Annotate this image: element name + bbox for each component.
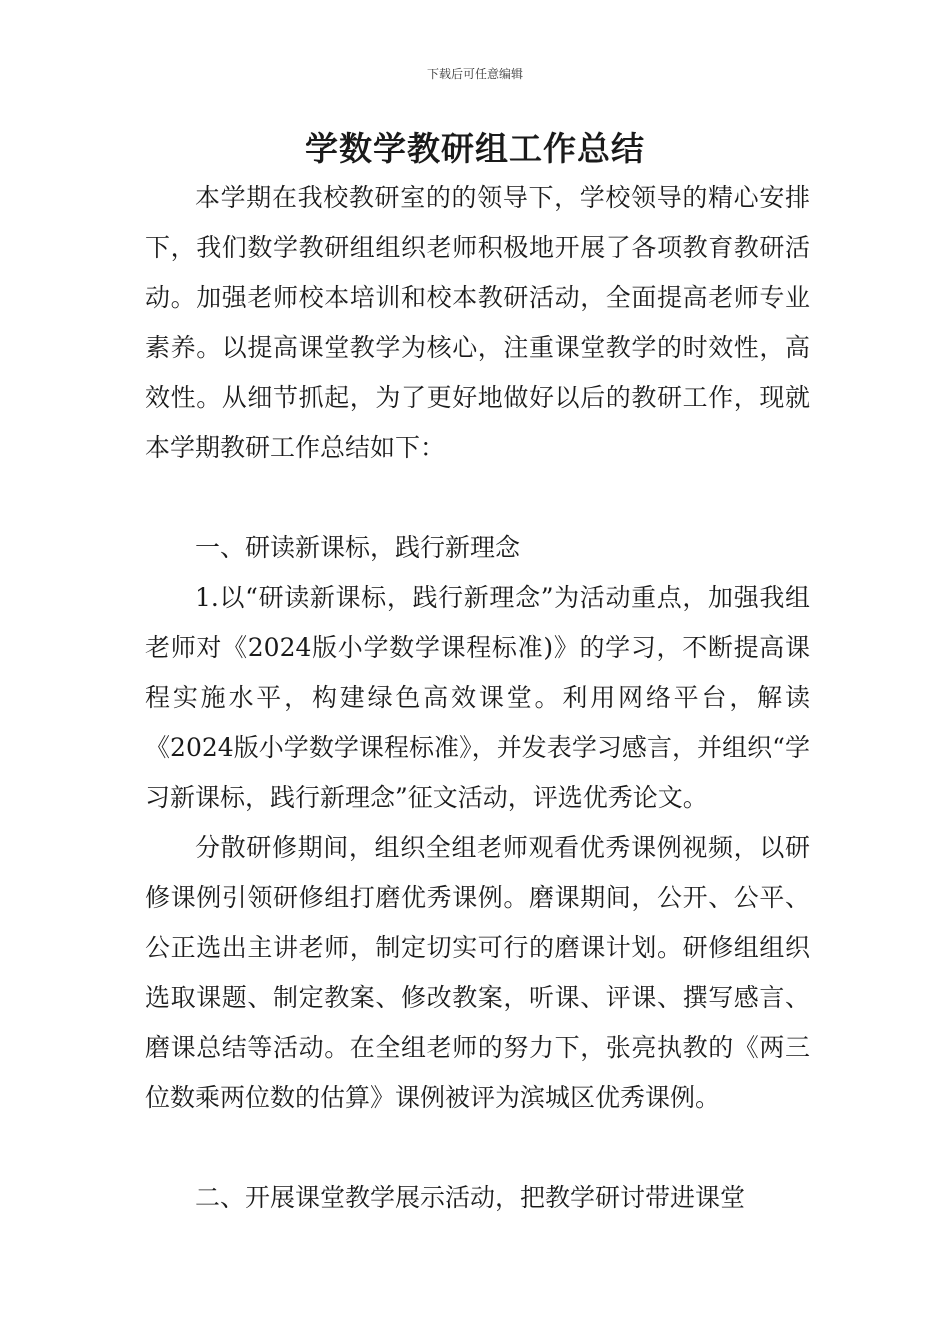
- section-two-heading: 二、开展课堂教学展示活动，把教学研讨带进课堂: [195, 1183, 746, 1212]
- section-one-paragraph-1: 1.以“研读新课标，践行新理念”为活动重点，加强我组老师对《2024版小学数学课程标准)》的学习，不断提高课程实施水平，构建绿色高效课堂。利用网络平台，解读《2024版小学数学课程标准》，并发表学习感言，并组织“学习新课标，践行新理念”征文活动，评选优秀论文。: [145, 583, 810, 812]
- page-header-note: 下载后可任意编辑: [426, 67, 523, 81]
- document-title: 学数学教研组工作总结: [305, 129, 645, 168]
- intro-paragraph: 本学期在我校教研室的的领导下，学校领导的精心安排下，我们数学教研组组织老师积极地开展了各项教育教研活动。加强老师校本培训和校本教研活动，全面提高老师专业素养。以提高课堂教学为核心，注重课堂教学的时效性，高效性。从细节抓起，为了更好地做好以后的教研工作，现就本学期教研工作总结如下：: [145, 183, 810, 462]
- section-one-heading: 一、研读新课标，践行新理念: [195, 533, 521, 562]
- section-one-paragraph-2: 分散研修期间，组织全组老师观看优秀课例视频，以研修课例引领研修组打磨优秀课例。磨课期间，公开、公平、公正选出主讲老师，制定切实可行的磨课计划。研修组组织选取课题、制定教案、修改教案，听课、评课、撰写感言、磨课总结等活动。在全组老师的努力下，张亮执教的《两三位数乘两位数的估算》课例被评为滨城区优秀课例。: [145, 833, 810, 1112]
